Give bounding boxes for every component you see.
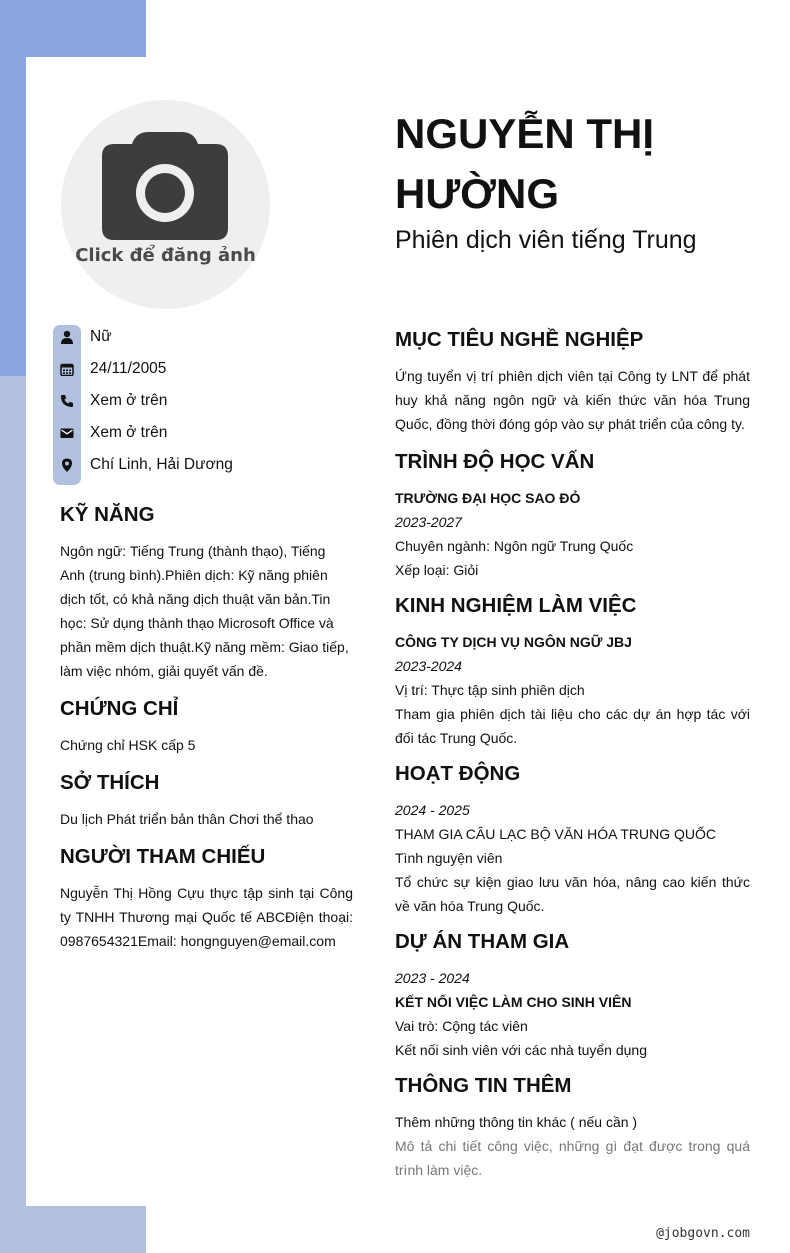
projects-heading: DỰ ÁN THAM GIA xyxy=(395,930,570,953)
education-period[interactable]: 2023-2027 xyxy=(395,514,462,530)
hobbies-heading: SỞ THÍCH xyxy=(60,771,160,794)
photo-upload[interactable] xyxy=(61,100,270,309)
projects-period[interactable]: 2023 - 2024 xyxy=(395,970,470,986)
activities-heading: HOẠT ĐỘNG xyxy=(395,762,521,785)
gender-value: Nữ xyxy=(90,328,112,345)
certificates-section xyxy=(60,695,353,757)
activities-description[interactable]: Tổ chức sự kiện giao lưu văn hóa, nâng cao kiến thức về văn hóa Trung Quốc. xyxy=(395,874,750,914)
references-heading: NGƯỜI THAM CHIẾU xyxy=(60,845,266,868)
experience-description[interactable]: Tham gia phiên dịch tài liệu cho các dự án hợp tác với đối tác Trung Quốc. xyxy=(395,706,750,746)
email-value: Xem ở trên xyxy=(90,424,168,441)
education-section xyxy=(395,448,750,582)
activities-section xyxy=(395,760,750,918)
activities-role[interactable]: Tình nguyện viên xyxy=(395,850,503,866)
certificates-text[interactable]: Chứng chỉ HSK cấp 5 xyxy=(60,737,196,753)
objective-text[interactable]: Ứng tuyển vị trí phiên dịch viên tại Công ty LNT để phát huy khả năng ngôn ngữ và kiến thức văn hóa Trung Quốc, đồng thời đóng góp vào sự phát triển của công ty. xyxy=(395,368,750,432)
person-icon xyxy=(60,330,74,344)
address-value: Chí Linh, Hải Dương xyxy=(90,456,233,473)
photo-upload-label: Click để đăng ảnh xyxy=(75,245,256,266)
contact-phone[interactable] xyxy=(60,389,168,413)
additional-info-section xyxy=(395,1072,750,1182)
skills-heading: KỸ NĂNG xyxy=(60,503,155,526)
education-grade[interactable]: Xếp loại: Giỏi xyxy=(395,562,479,578)
contact-dob[interactable] xyxy=(60,357,167,381)
hobbies-text[interactable]: Du lịch Phát triển bản thân Chơi thể thao xyxy=(60,811,314,827)
experience-company[interactable]: CÔNG TY DỊCH VỤ NGÔN NGỮ JBJ xyxy=(395,634,632,650)
experience-period[interactable]: 2023-2024 xyxy=(395,658,462,674)
contact-address[interactable] xyxy=(60,453,233,477)
education-heading: TRÌNH ĐỘ HỌC VẤN xyxy=(395,450,595,473)
experience-position[interactable]: Vị trí: Thực tập sinh phiên dịch xyxy=(395,682,585,698)
job-title[interactable]: Phiên dịch viên tiếng Trung xyxy=(395,226,697,254)
additional-info-placeholder[interactable]: Mô tả chi tiết công việc, những gì đạt được trong quá trình làm việc. xyxy=(395,1138,750,1178)
experience-heading: KINH NGHIỆM LÀM VIỆC xyxy=(395,594,637,617)
projects-section xyxy=(395,928,750,1062)
email-icon xyxy=(60,426,74,440)
candidate-name[interactable]: NGUYỄN THỊ HƯỜNG xyxy=(395,110,655,217)
objective-section xyxy=(395,326,750,436)
hobbies-section xyxy=(60,769,353,831)
activities-period[interactable]: 2024 - 2025 xyxy=(395,802,470,818)
contact-gender[interactable] xyxy=(60,325,112,349)
certificates-heading: CHỨNG CHỈ xyxy=(60,697,179,720)
activities-organization[interactable]: THAM GIA CÂU LẠC BỘ VĂN HÓA TRUNG QUỐC xyxy=(395,826,717,842)
education-major[interactable]: Chuyên ngành: Ngôn ngữ Trung Quốc xyxy=(395,538,634,554)
dob-value: 24/11/2005 xyxy=(90,360,167,377)
skills-section xyxy=(60,501,353,683)
projects-role[interactable]: Vai trò: Cộng tác viên xyxy=(395,1018,528,1034)
contact-email[interactable] xyxy=(60,421,168,445)
skills-text[interactable]: Ngôn ngữ: Tiếng Trung (thành thạo), Tiếng Anh (trung bình).Phiên dịch: Kỹ năng phiên dịch tốt, có khả năng dịch thuật văn bản.Tin học: Sử dụng thành thạo Microsoft Office và phần mềm dịch thuật.Kỹ năng mềm: Giao tiếp, làm việc nhóm, giải quyết vấn đề. xyxy=(60,543,349,679)
phone-value: Xem ở trên xyxy=(90,392,168,409)
location-pin-icon xyxy=(60,458,74,472)
decor-band-bottom xyxy=(0,1206,146,1253)
projects-name[interactable]: KẾT NỐI VIỆC LÀM CHO SINH VIÊN xyxy=(395,994,632,1010)
experience-section xyxy=(395,592,750,750)
additional-info-text[interactable]: Thêm những thông tin khác ( nếu cần ) xyxy=(395,1114,638,1130)
education-school[interactable]: TRƯỜNG ĐẠI HỌC SAO ĐỎ xyxy=(395,490,581,506)
objective-heading: MỤC TIÊU NGHỀ NGHIỆP xyxy=(395,328,644,351)
projects-description[interactable]: Kết nối sinh viên với các nhà tuyển dụng xyxy=(395,1042,648,1058)
additional-info-heading: THÔNG TIN THÊM xyxy=(395,1074,572,1097)
phone-icon xyxy=(60,394,74,408)
camera-icon xyxy=(102,130,228,240)
footer-watermark: @jobgovn.com xyxy=(656,1226,750,1241)
references-text[interactable]: Nguyễn Thị Hồng Cựu thực tập sinh tại Công ty TNHH Thương mại Quốc tế ABCĐiện thoại: 0987654321Email: hongnguyen@email.com xyxy=(60,885,353,949)
references-section xyxy=(60,843,353,953)
calendar-icon xyxy=(60,362,74,376)
decor-band-side xyxy=(0,376,26,1253)
